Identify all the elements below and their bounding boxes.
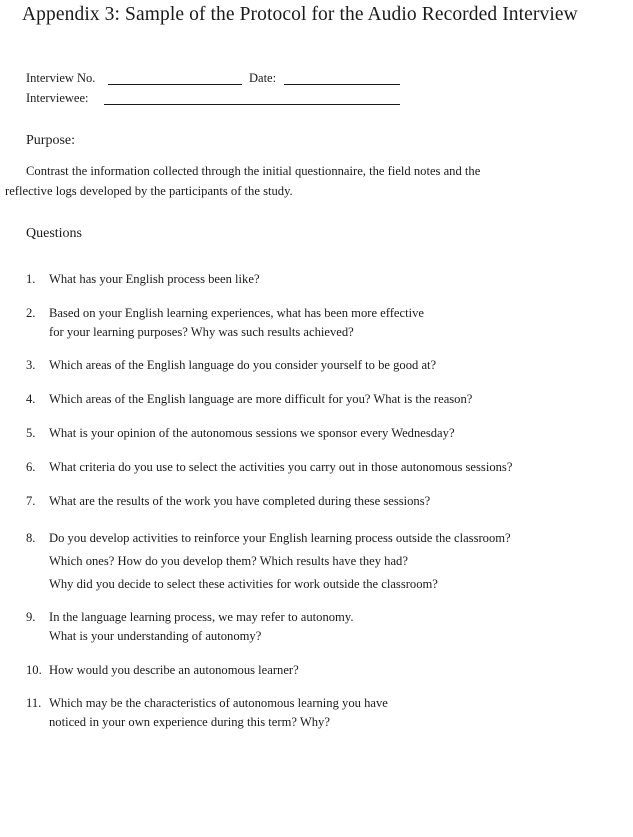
question-text: What is your understanding of autonomy? xyxy=(49,629,262,643)
question-text: for your learning purposes? Why was such results achieved? xyxy=(49,325,354,339)
interviewee-field[interactable] xyxy=(104,104,400,105)
interview-no-label: Interview No. xyxy=(26,71,96,85)
question-text: What is your opinion of the autonomous sessions we sponsor every Wednesday? xyxy=(49,426,455,440)
question-text: Which ones? How do you develop them? Which results have they had? xyxy=(49,554,408,568)
question-number: 1. xyxy=(26,272,36,286)
purpose-text-line-1: Contrast the information collected through the initial questionnaire, the field notes and the xyxy=(26,164,481,178)
date-field[interactable] xyxy=(284,84,400,85)
question-number: 9. xyxy=(26,610,36,624)
question-text: Which areas of the English language are more difficult for you? What is the reason? xyxy=(49,392,473,406)
question-text: Which may be the characteristics of autonomous learning you have xyxy=(49,696,388,710)
question-text: What are the results of the work you have completed during these sessions? xyxy=(49,494,431,508)
question-text: noticed in your own experience during this term? Why? xyxy=(49,715,330,729)
purpose-heading: Purpose: xyxy=(26,133,75,148)
questions-heading: Questions xyxy=(26,226,82,241)
question-text: What has your English process been like? xyxy=(49,272,260,286)
question-number: 8. xyxy=(26,531,36,545)
question-number: 10. xyxy=(26,663,42,677)
question-number: 5. xyxy=(26,426,36,440)
question-text: Why did you decide to select these activities for work outside the classroom? xyxy=(49,577,438,591)
question-text: In the language learning process, we may refer to autonomy. xyxy=(49,610,354,624)
interviewee-label: Interviewee: xyxy=(26,91,89,105)
question-text: Do you develop activities to reinforce your English learning process outside the classroom? xyxy=(49,531,511,545)
question-number: 6. xyxy=(26,460,36,474)
question-number: 2. xyxy=(26,306,36,320)
question-text: Based on your English learning experiences, what has been more effective xyxy=(49,306,424,320)
question-text: What criteria do you use to select the activities you carry out in those autonomous sessions? xyxy=(49,460,513,474)
question-text: Which areas of the English language do you consider yourself to be good at? xyxy=(49,358,437,372)
question-number: 3. xyxy=(26,358,36,372)
question-number: 11. xyxy=(26,696,42,710)
question-number: 4. xyxy=(26,392,36,406)
question-number: 7. xyxy=(26,494,36,508)
purpose-text-line-2: reflective logs developed by the participants of the study. xyxy=(5,184,293,198)
page-title: Appendix 3: Sample of the Protocol for the Audio Recorded Interview xyxy=(22,4,578,25)
date-label: Date: xyxy=(249,71,277,85)
question-text: How would you describe an autonomous learner? xyxy=(49,663,299,677)
interview-no-field[interactable] xyxy=(108,84,242,85)
